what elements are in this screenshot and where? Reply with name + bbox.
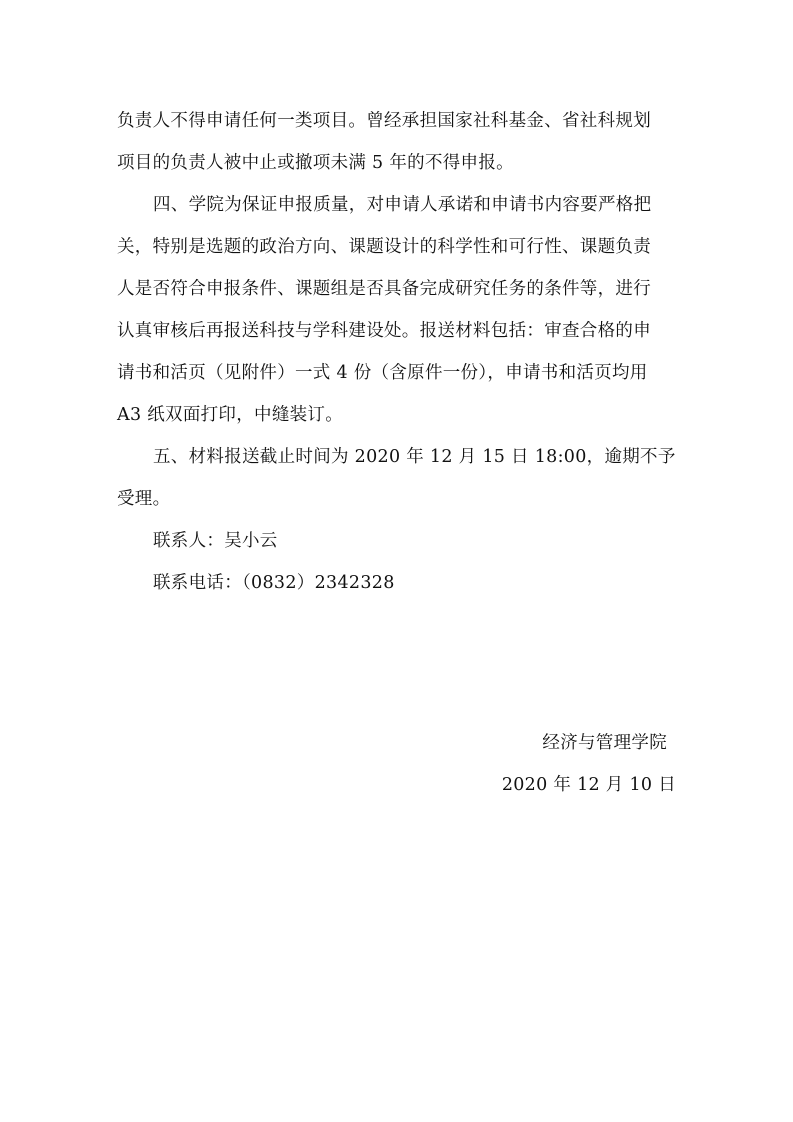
paragraph-line: 项目的负责人被中止或撤项未满 5 年的不得申报。: [117, 153, 514, 173]
paragraph-line: 受理。: [117, 489, 171, 509]
signature-date: 2020 年 12 月 10 日: [501, 775, 676, 795]
paragraph-line: 人是否符合申报条件、课题组是否具备完成研究任务的条件等，进行: [117, 279, 651, 299]
contact-phone: 联系电话：（0832）2342328: [153, 573, 395, 593]
paragraph-line: 认真审核后再报送科技与学科建设处。报送材料包括：审查合格的申: [117, 321, 651, 341]
paragraph-line: 五、材料报送截止时间为 2020 年 12 月 15 日 18:00，逾期不予: [153, 447, 676, 467]
paragraph-line: 负责人不得申请任何一类项目。曾经承担国家社科基金、省社科规划: [117, 111, 651, 131]
paragraph-line: 四、学院为保证申报质量，对申请人承诺和申请书内容要严格把: [153, 195, 652, 215]
signature-organization: 经济与管理学院: [542, 733, 667, 753]
paragraph-line: 请书和活页（见附件）一式 4 份（含原件一份），申请书和活页均用: [117, 363, 648, 383]
contact-person: 联系人：吴小云: [153, 531, 278, 551]
paragraph-line: 关，特别是选题的政治方向、课题设计的科学性和可行性、课题负责: [117, 237, 651, 257]
paragraph-line: A3 纸双面打印，中缝装订。: [117, 405, 344, 425]
document-body: [117, 100, 683, 604]
